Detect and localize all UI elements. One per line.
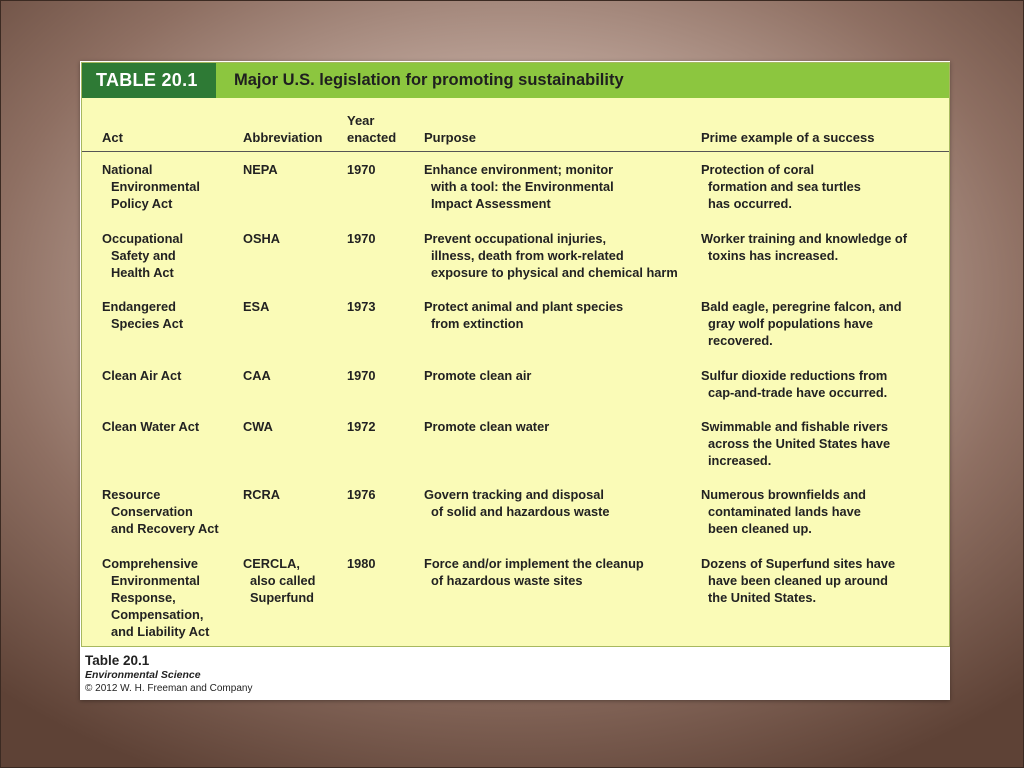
cell-line: Resource xyxy=(102,487,161,502)
cell-line: Policy Act xyxy=(111,196,173,211)
cell-purpose xyxy=(424,298,623,332)
cell-line: Superfund xyxy=(250,590,314,605)
cell-line: Govern tracking and disposal xyxy=(424,487,604,502)
cell-success xyxy=(701,161,861,212)
cell-act xyxy=(102,298,183,332)
cell-purpose xyxy=(424,555,644,589)
header-purpose: Purpose xyxy=(424,130,477,145)
cell-line: Bald eagle, peregrine falcon, and xyxy=(701,299,902,314)
cell-line: and Recovery Act xyxy=(111,521,219,536)
cell-line: Response, xyxy=(111,590,176,605)
cell-success xyxy=(701,555,895,606)
cell-line: exposure to physical and chemical harm xyxy=(431,265,678,280)
cell-purpose xyxy=(424,418,549,435)
cell-line: Endangered xyxy=(102,299,176,314)
cell-line: National xyxy=(102,162,153,177)
cell-line: Compensation, xyxy=(111,607,204,622)
cell-line: Worker training and knowledge of xyxy=(701,231,907,246)
cell-line: Environmental xyxy=(111,573,200,588)
cell-line: Comprehensive xyxy=(102,556,199,571)
cell-line: Protection of coral xyxy=(701,162,815,177)
cell-line: Swimmable and fishable rivers xyxy=(701,419,889,434)
cell-line: CAA xyxy=(243,368,271,383)
cell-line: have been cleaned up around xyxy=(708,573,888,588)
cell-act xyxy=(102,230,183,281)
cell-line: recovered. xyxy=(708,333,773,348)
cell-success xyxy=(701,298,902,349)
cell-line: NEPA xyxy=(243,162,278,177)
cell-success xyxy=(701,418,890,469)
cell-line: Clean Air Act xyxy=(102,368,182,383)
cell-abbr xyxy=(243,161,278,178)
cell-line: Sulfur dioxide reductions from xyxy=(701,368,888,383)
caption-copyright: © 2012 W. H. Freeman and Company xyxy=(85,683,253,694)
cell-purpose xyxy=(424,367,531,384)
cell-line: Occupational xyxy=(102,231,184,246)
caption-title: Table 20.1 xyxy=(85,653,150,668)
cell-line: Species Act xyxy=(111,316,184,331)
cell-year: 1976 xyxy=(347,487,376,502)
cell-line: RCRA xyxy=(243,487,280,502)
header-act: Act xyxy=(102,130,123,145)
cell-purpose xyxy=(424,161,614,212)
header-year-line1: Year xyxy=(347,113,375,128)
table-title: Major U.S. legislation for promoting sustainability xyxy=(234,71,624,89)
cell-line: contaminated lands have xyxy=(708,504,861,519)
table-title-bar xyxy=(82,63,949,98)
cell-line: cap-and-trade have occurred. xyxy=(708,385,888,400)
cell-line: across the United States have xyxy=(708,436,891,451)
cell-act xyxy=(102,486,219,537)
cell-success xyxy=(701,367,887,401)
cell-purpose xyxy=(424,486,609,520)
cell-line: Conservation xyxy=(111,504,193,519)
table-panel xyxy=(81,62,950,647)
cell-line: CWA xyxy=(243,419,273,434)
cell-abbr xyxy=(243,486,280,503)
header-year-line2: enacted xyxy=(347,130,397,145)
cell-line: Clean Water Act xyxy=(102,419,200,434)
cell-line: Prevent occupational injuries, xyxy=(424,231,607,246)
header-abbreviation: Abbreviation xyxy=(243,130,323,145)
cell-abbr xyxy=(243,230,280,247)
cell-act xyxy=(102,367,181,384)
cell-year: 1970 xyxy=(347,368,376,383)
cell-year: 1970 xyxy=(347,162,376,177)
cell-abbr xyxy=(243,367,271,384)
cell-line: formation and sea turtles xyxy=(708,179,861,194)
cell-act xyxy=(102,161,200,212)
cell-line: OSHA xyxy=(243,231,280,246)
cell-line: Protect animal and plant species xyxy=(424,299,624,314)
cell-line: increased. xyxy=(708,453,772,468)
cell-line: has occurred. xyxy=(708,196,792,211)
figure-caption xyxy=(85,653,252,695)
cell-line: Environmental xyxy=(111,179,200,194)
cell-line: from extinction xyxy=(431,316,524,331)
cell-line: CERCLA, xyxy=(243,556,300,571)
caption-book: Environmental Science xyxy=(85,669,201,681)
cell-abbr xyxy=(243,418,273,435)
cell-line: Numerous brownfields and xyxy=(701,487,866,502)
header-success: Prime example of a success xyxy=(701,130,875,145)
cell-year: 1980 xyxy=(347,556,376,571)
cell-line: also called xyxy=(250,573,316,588)
cell-line: Promote clean air xyxy=(424,368,532,383)
cell-abbr xyxy=(243,555,315,606)
cell-line: with a tool: the Environmental xyxy=(431,179,614,194)
cell-line: Promote clean water xyxy=(424,419,550,434)
cell-line: the United States. xyxy=(708,590,817,605)
header-year xyxy=(347,112,396,146)
cell-line: Health Act xyxy=(111,265,174,280)
cell-abbr xyxy=(243,298,269,315)
cell-purpose xyxy=(424,230,678,281)
cell-line: Safety and xyxy=(111,248,176,263)
cell-line: of hazardous waste sites xyxy=(431,573,583,588)
cell-line: Dozens of Superfund sites have xyxy=(701,556,896,571)
cell-year: 1973 xyxy=(347,299,376,314)
cell-year: 1970 xyxy=(347,231,376,246)
cell-line: illness, death from work-related xyxy=(431,248,624,263)
header-divider xyxy=(82,151,949,152)
cell-line: gray wolf populations have xyxy=(708,316,873,331)
table-label: TABLE 20.1 xyxy=(82,63,216,98)
cell-success xyxy=(701,230,907,264)
cell-line: toxins has increased. xyxy=(708,248,839,263)
cell-line: been cleaned up. xyxy=(708,521,812,536)
cell-success xyxy=(701,486,866,537)
cell-year: 1972 xyxy=(347,419,376,434)
cell-line: and Liability Act xyxy=(111,624,210,639)
cell-line: Force and/or implement the cleanup xyxy=(424,556,644,571)
cell-line: Enhance environment; monitor xyxy=(424,162,614,177)
cell-line: Impact Assessment xyxy=(431,196,551,211)
cell-act xyxy=(102,555,209,640)
cell-act xyxy=(102,418,199,435)
slide xyxy=(80,61,950,700)
cell-line: of solid and hazardous waste xyxy=(431,504,610,519)
cell-line: ESA xyxy=(243,299,270,314)
